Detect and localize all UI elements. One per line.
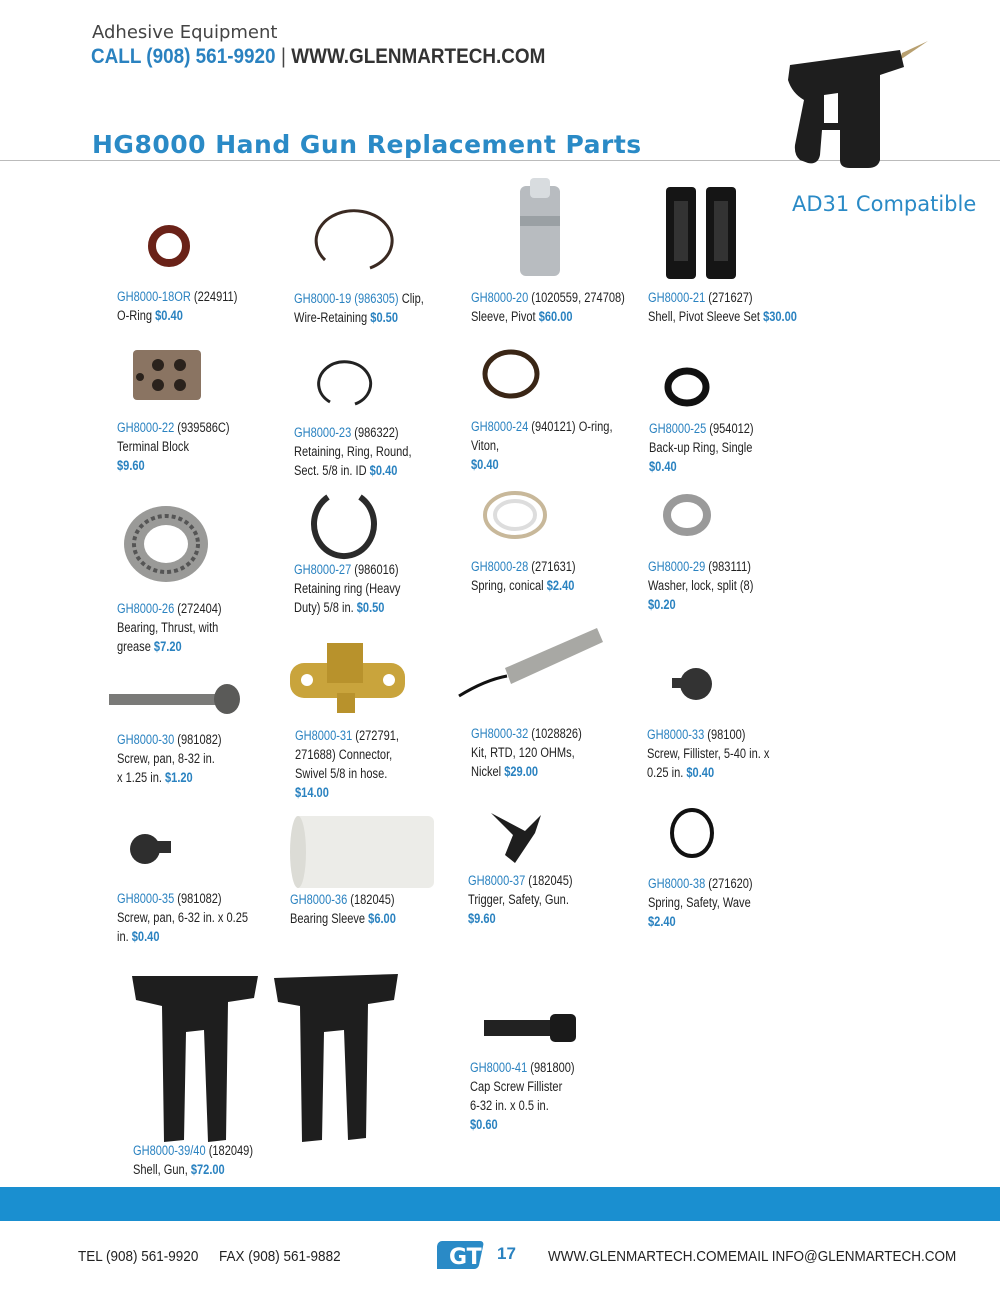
lock-washer-image	[662, 492, 712, 542]
part-label-gh8000-32: GH8000-32 (1028826) Kit, RTD, 120 OHMs, Nickel $29.00	[471, 726, 582, 779]
part-label-gh8000-28: GH8000-28 (271631) Spring, conical $2.40	[471, 559, 576, 593]
part-label-gh8000-24: GH8000-24 (940121) O-ring, Viton, $0.40	[471, 419, 613, 472]
compatibility-note: AD31 Compatible	[792, 192, 977, 216]
pan-screw-8-32-image	[105, 680, 245, 720]
viton-o-ring-image	[478, 346, 548, 406]
part-label-gh8000-18or: GH8000-18OR (224911) O-Ring $0.40	[117, 289, 238, 323]
thrust-bearing-image	[118, 500, 213, 590]
svg-text:GT: GT	[449, 1245, 482, 1270]
part-label-gh8000-36: GH8000-36 (182045) Bearing Sleeve $6.00	[290, 892, 396, 926]
part-label-gh8000-25: GH8000-25 (954012) Back-up Ring, Single $0.40	[649, 421, 754, 474]
gt-logo-icon	[437, 1237, 489, 1273]
part-label-gh8000-31: GH8000-31 (272791, 271688) Connector, Swivel 5/8 in hose. $14.00	[295, 728, 400, 800]
part-label-gh8000-23: GH8000-23 (986322) Retaining, Ring, Round, Sect. 5/8 in. ID $0.40	[294, 425, 412, 478]
clip-image	[300, 198, 400, 278]
footer-fax: FAX (908) 561-9882	[219, 1248, 341, 1265]
part-label-gh8000-35: GH8000-35 (981082) Screw, pan, 6-32 in. x 0.25 in. $0.40	[117, 891, 249, 944]
footer-tel: TEL (908) 561-9920	[78, 1248, 199, 1265]
part-label-gh8000-37: GH8000-37 (182045) Trigger, Safety, Gun. $9.60	[468, 873, 573, 926]
header-separator: |	[280, 45, 286, 68]
rtd-kit-image	[455, 620, 605, 705]
part-label-gh8000-29: GH8000-29 (983111) Washer, lock, split (8) $0.20	[648, 559, 754, 612]
part-label-gh8000-20: GH8000-20 (1020559, 274708) Sleeve, Pivot $60.00	[471, 290, 625, 324]
footer-web[interactable]: WWW.GLENMARTECH.COM	[548, 1248, 728, 1265]
part-label-gh8000-27: GH8000-27 (986016) Retaining ring (Heavy Duty) 5/8 in. $0.50	[294, 562, 401, 615]
part-label-gh8000-39-40: GH8000-39/40 (182049) Shell, Gun, $72.00	[133, 1143, 254, 1177]
pivot-sleeve-image	[510, 176, 570, 281]
phone-number[interactable]: CALL (908) 561-9920	[91, 45, 276, 68]
swivel-connector-image	[285, 638, 410, 718]
pan-screw-6-32-image	[125, 825, 175, 870]
part-label-gh8000-33: GH8000-33 (98100) Screw, Fillister, 5-40 in. x 0.25 in. $0.40	[647, 727, 770, 780]
terminal-block-image	[128, 345, 208, 410]
cap-screw-image	[480, 1010, 580, 1050]
contact-line	[91, 45, 545, 69]
heavy-retaining-ring-image	[308, 485, 380, 565]
round-ring-image	[310, 360, 375, 410]
part-label-gh8000-22: GH8000-22 (939586C) Terminal Block $9.60	[117, 420, 230, 473]
website-link[interactable]: WWW.GLENMARTECH.COM	[291, 45, 546, 68]
part-label-gh8000-38: GH8000-38 (271620) Spring, Safety, Wave $2.40	[648, 876, 753, 929]
footer-band	[0, 1187, 1000, 1221]
o-ring-image	[145, 222, 195, 272]
part-label-gh8000-26: GH8000-26 (272404) Bearing, Thrust, with grease $7.20	[117, 601, 222, 654]
footer-email[interactable]: EMAIL INFO@GLENMARTECH.COM	[728, 1248, 957, 1265]
part-label-gh8000-30: GH8000-30 (981082) Screw, pan, 8-32 in. x 1.25 in. $1.20	[117, 732, 222, 785]
page-title: HG8000 Hand Gun Replacement Parts	[92, 130, 642, 159]
category-label: Adhesive Equipment	[92, 22, 278, 43]
conical-spring-image	[478, 488, 553, 543]
fillister-screw-image	[668, 660, 718, 708]
hand-gun-image	[780, 35, 930, 170]
safety-trigger-image	[485, 803, 545, 868]
bearing-sleeve-image	[288, 812, 440, 892]
part-label-gh8000-21: GH8000-21 (271627) Shell, Pivot Sleeve Set $30.00	[648, 290, 797, 324]
backup-ring-image	[660, 363, 715, 413]
page-number: 17	[497, 1244, 516, 1263]
part-label-gh8000-41: GH8000-41 (981800) Cap Screw Fillister 6-32 in. x 0.5 in. $0.60	[470, 1060, 575, 1132]
gun-shell-image	[128, 970, 408, 1150]
wave-spring-image	[668, 806, 718, 861]
part-label-gh8000-19: GH8000-19 (986305) Clip, Wire-Retaining $0.50	[294, 291, 424, 325]
pivot-shell-image	[662, 183, 742, 283]
